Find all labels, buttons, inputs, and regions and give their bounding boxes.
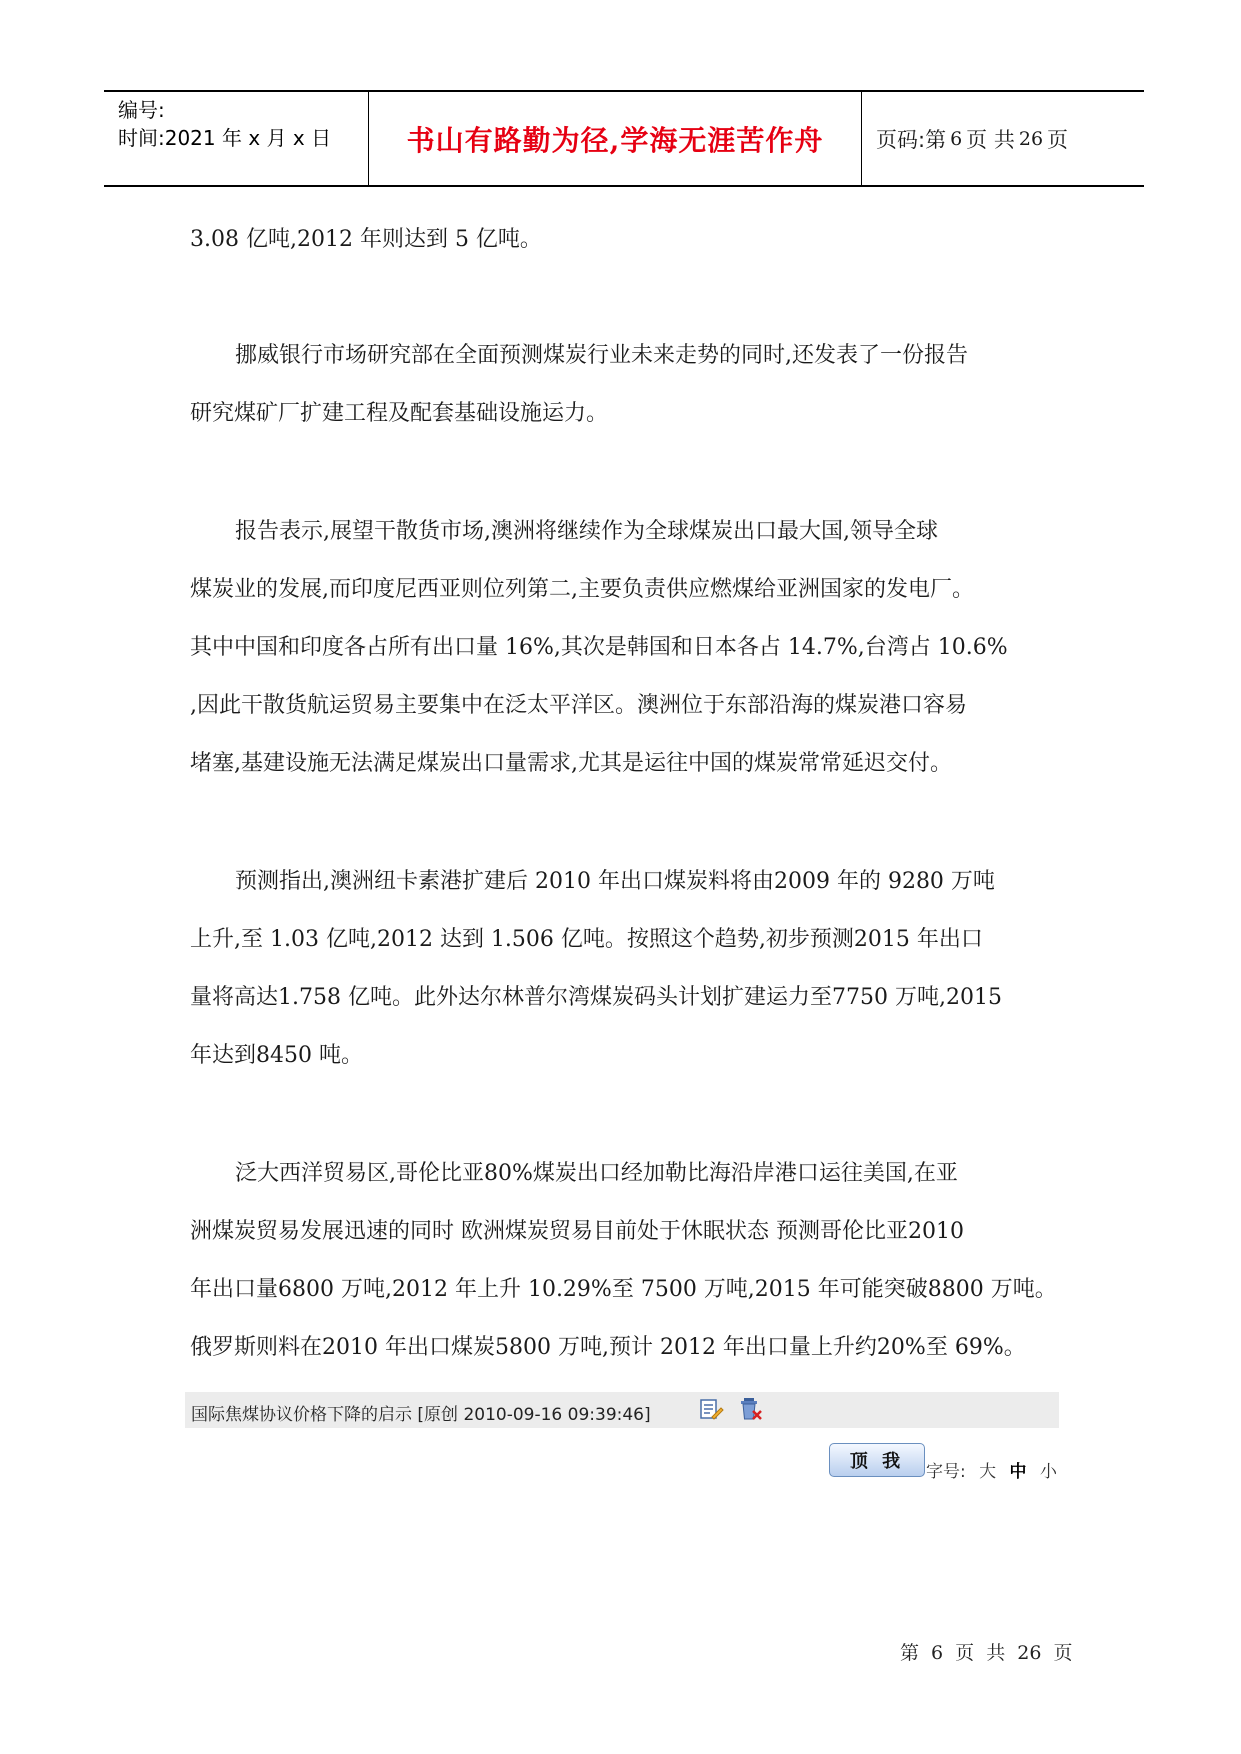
delete-icon[interactable] bbox=[738, 1396, 764, 1422]
paragraph-line: 其中中国和印度各占所有出口量 16%,其次是韩国和日本各占 14.7%,台湾占 10.6% bbox=[190, 635, 1008, 660]
header-page-cell bbox=[862, 92, 1144, 185]
header-left-cell bbox=[104, 92, 369, 185]
paragraph-line: 3.08 亿吨,2012 年则达到 5 亿吨。 bbox=[190, 227, 542, 252]
number-label: 编号: bbox=[118, 98, 165, 122]
paragraph-line: 年出口量6800 万吨,2012 年上升 10.29%至 7500 万吨,2015 年可能突破8800 万吨。 bbox=[190, 1277, 1057, 1302]
paragraph-line: 俄罗斯则料在2010 年出口煤炭5800 万吨,预计 2012 年出口量上升约20%至 69%。 bbox=[190, 1335, 1026, 1360]
header-motto-cell bbox=[369, 92, 862, 185]
page-total: 26 bbox=[1018, 127, 1044, 150]
paragraph-line: 量将高达1.758 亿吨。此外达尔林普尔湾煤炭码头计划扩建运力至7750 万吨,2015 bbox=[190, 985, 1002, 1010]
paragraph-line: 预测指出,澳洲纽卡素港扩建后 2010 年出口煤炭料将由2009 年的 9280 万吨 bbox=[235, 869, 995, 894]
blog-post-title[interactable]: 国际焦煤协议价格下降的启示 [原创 2010-09-16 09:39:46] bbox=[191, 1405, 651, 1425]
page-suffix: 页 bbox=[1047, 127, 1069, 152]
font-size-label: 字号: bbox=[926, 1462, 966, 1482]
paragraph-line: 洲煤炭贸易发展迅速的同时 欧洲煤炭贸易目前处于休眠状态 预测哥伦比亚2010 bbox=[190, 1219, 964, 1244]
page-footer: 第 6 页 共 26 页 bbox=[900, 1642, 1073, 1664]
page-prefix: 页码:第 bbox=[876, 127, 947, 152]
font-size-selector bbox=[926, 1457, 1057, 1482]
page-current: 6 bbox=[950, 127, 963, 150]
top-button[interactable]: 顶 我 bbox=[829, 1443, 925, 1477]
paragraph-line: 研究煤矿厂扩建工程及配套基础设施运力。 bbox=[190, 401, 609, 426]
font-size-medium[interactable]: 中 bbox=[1009, 1462, 1027, 1482]
paragraph-line: 泛大西洋贸易区,哥伦比亚80%煤炭出口经加勒比海沿岸港口运往美国,在亚 bbox=[235, 1161, 958, 1186]
blog-post-bar bbox=[185, 1392, 1059, 1428]
time-label: 时间:2021 年 x 月 x 日 bbox=[118, 126, 332, 150]
paragraph-line: 年达到8450 吨。 bbox=[190, 1043, 363, 1068]
font-size-small[interactable]: 小 bbox=[1039, 1462, 1057, 1482]
paragraph-line: 煤炭业的发展,而印度尼西亚则位列第二,主要负责供应燃煤给亚洲国家的发电厂。 bbox=[190, 577, 974, 602]
page-mid: 页 共 bbox=[966, 127, 1015, 152]
paragraph-line: 上升,至 1.03 亿吨,2012 达到 1.506 亿吨。按照这个趋势,初步预测2015 年出口 bbox=[190, 927, 983, 952]
motto: 书山有路勤为径,学海无涯苦作舟 bbox=[406, 123, 824, 157]
paragraph-line: 报告表示,展望干散货市场,澳洲将继续作为全球煤炭出口最大国,领导全球 bbox=[235, 519, 938, 544]
paragraph-line: ,因此干散货航运贸易主要集中在泛太平洋区。澳洲位于东部沿海的煤炭港口容易 bbox=[190, 693, 967, 718]
page-header bbox=[104, 90, 1144, 187]
paragraph-line: 挪威银行市场研究部在全面预测煤炭行业未来走势的同时,还发表了一份报告 bbox=[235, 343, 968, 368]
font-size-large[interactable]: 大 bbox=[979, 1462, 997, 1482]
paragraph-line: 堵塞,基建设施无法满足煤炭出口量需求,尤其是运往中国的煤炭常常延迟交付。 bbox=[190, 751, 952, 776]
edit-icon[interactable] bbox=[698, 1396, 724, 1422]
